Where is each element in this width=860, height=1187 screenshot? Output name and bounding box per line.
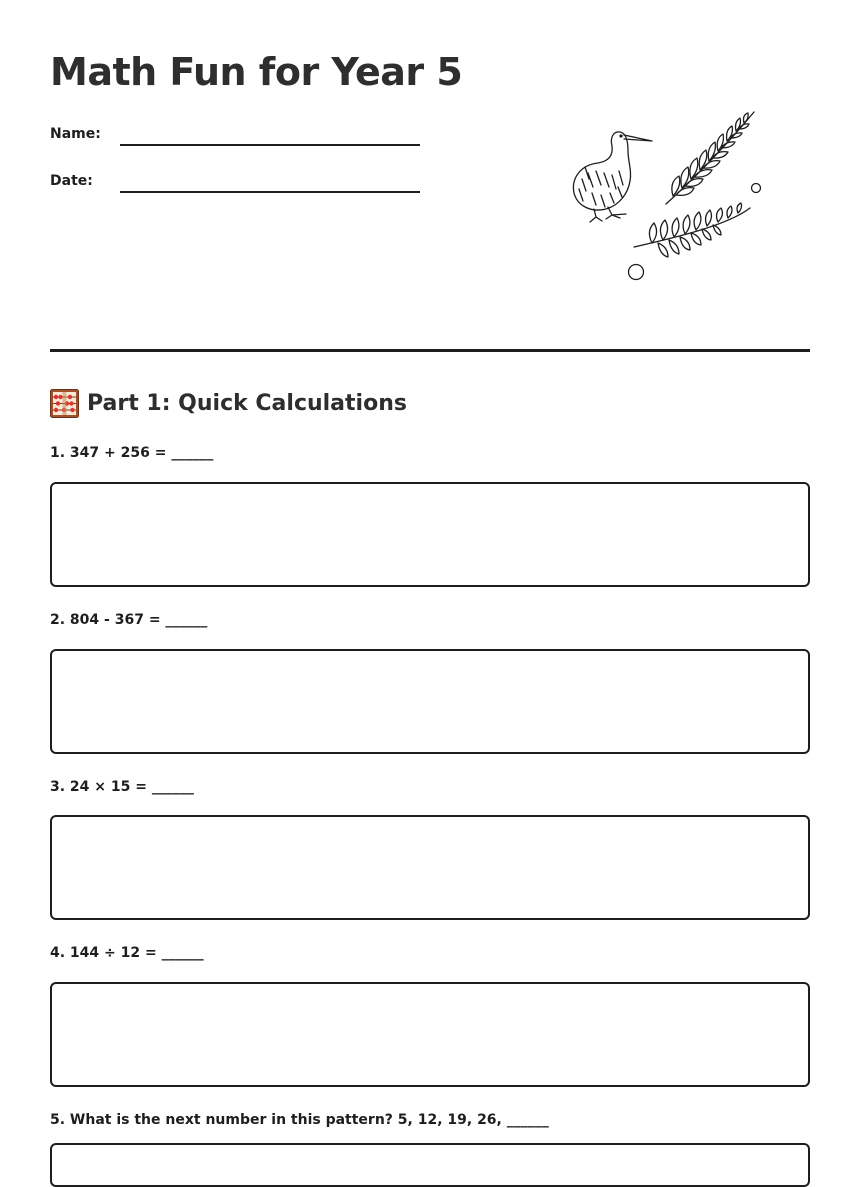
name-label: Name: [50,126,101,142]
answer-box-1[interactable] [50,482,810,587]
header-divider [50,349,810,352]
question-2: 2. 804 - 367 = ______ [50,612,208,628]
question-5: 5. What is the next number in this pattern? 5, 12, 19, 26, ______ [50,1112,549,1128]
name-field-line[interactable] [120,144,420,146]
question-1: 1. 347 + 256 = ______ [50,445,214,461]
answer-box-3[interactable] [50,815,810,920]
date-field-line[interactable] [120,191,420,193]
section-title: Part 1: Quick Calculations [87,390,407,416]
fern-upper-icon [666,112,754,204]
fern-lower-icon [634,203,750,257]
section-heading [50,388,407,418]
answer-box-2[interactable] [50,649,810,754]
kiwi-bird-icon [573,132,652,222]
abacus-icon [50,389,79,418]
question-4: 4. 144 ÷ 12 = ______ [50,945,204,961]
question-3: 3. 24 × 15 = ______ [50,779,194,795]
page-title: Math Fun for Year 5 [50,50,463,94]
bubble-small-decoration [752,184,761,193]
name-field-row [50,122,420,146]
date-label: Date: [50,173,93,189]
answer-box-5[interactable] [50,1143,810,1187]
kiwi-fern-illustration [568,105,778,290]
bubble-large-decoration [629,265,644,280]
date-field-row [50,169,420,193]
answer-box-4[interactable] [50,982,810,1087]
